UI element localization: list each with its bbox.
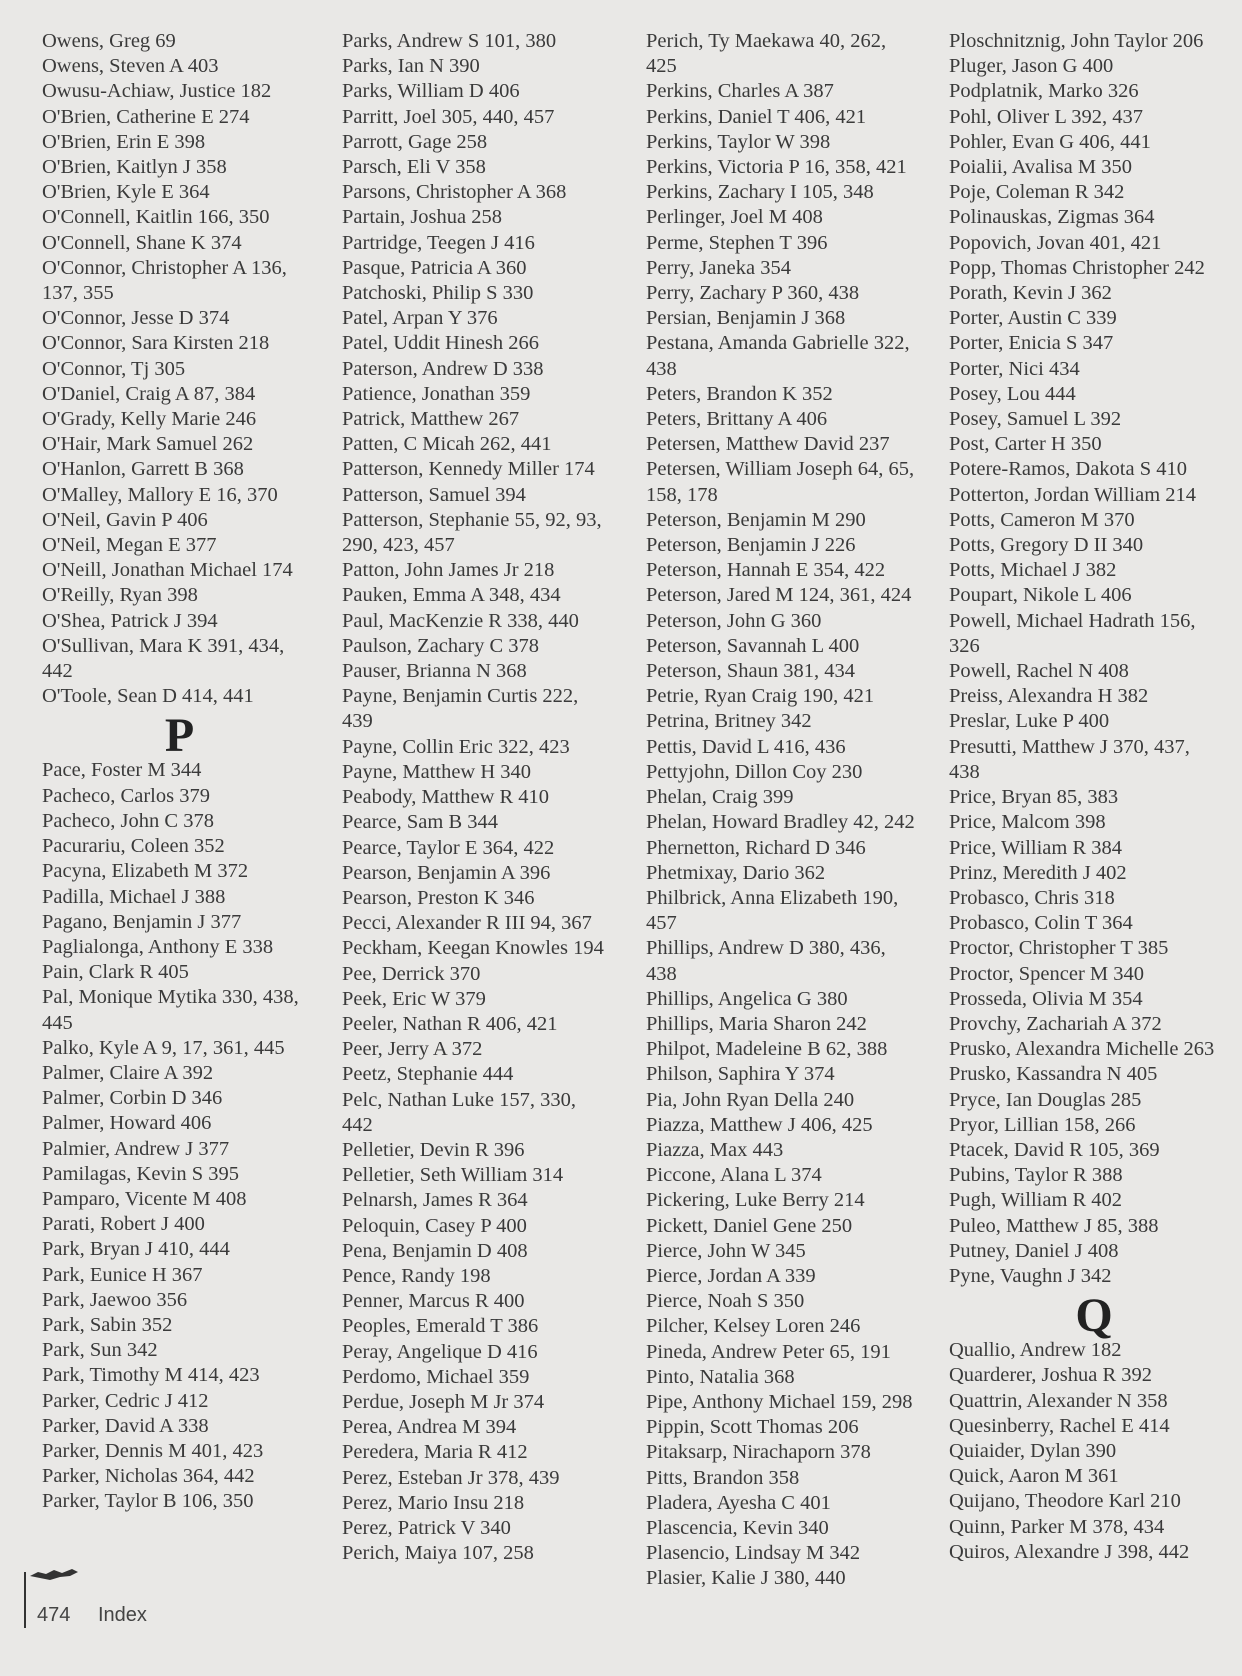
index-entry: Putney, Daniel J 408: [949, 1239, 1119, 1262]
index-entry: Park, Timothy M 414, 423: [42, 1364, 260, 1387]
index-entry: 445: [42, 1011, 73, 1034]
index-entry: Perea, Andrea M 394: [342, 1416, 517, 1439]
index-entry: Pickett, Daniel Gene 250: [646, 1214, 853, 1237]
index-entry: Park, Jaewoo 356: [42, 1288, 188, 1311]
index-entry: Pilcher, Kelsey Loren 246: [646, 1315, 861, 1338]
index-entry: Peckham, Keegan Knowles 194: [342, 937, 604, 960]
index-entry: Parati, Robert J 400: [42, 1213, 205, 1236]
index-entry: Paul, MacKenzie R 338, 440: [342, 609, 579, 632]
index-entry: Prusko, Kassandra N 405: [949, 1063, 1158, 1086]
index-entry: O'Grady, Kelly Marie 246: [42, 408, 257, 431]
index-entry: Pamilagas, Kevin S 395: [42, 1162, 240, 1185]
index-entry: Pasque, Patricia A 360: [342, 256, 527, 279]
index-entry: O'Hanlon, Garrett B 368: [42, 458, 244, 481]
index-entry: Palko, Kyle A 9, 17, 361, 445: [42, 1036, 285, 1059]
index-entry: Philson, Saphira Y 374: [646, 1063, 835, 1086]
index-entry: Presutti, Matthew J 370, 437,: [949, 735, 1190, 758]
index-entry: Paterson, Andrew D 338: [342, 357, 544, 380]
index-entry: O'Toole, Sean D 414, 441: [42, 685, 254, 708]
index-entry: Perme, Stephen T 396: [646, 231, 828, 254]
index-entry: Palmer, Corbin D 346: [42, 1087, 223, 1110]
index-entry: Perdomo, Michael 359: [342, 1365, 530, 1388]
index-entry: Price, Malcom 398: [949, 811, 1106, 834]
index-entry: Payne, Benjamin Curtis 222,: [342, 685, 579, 708]
index-entry: Parker, Cedric J 412: [42, 1389, 209, 1412]
index-entry: Poje, Coleman R 342: [949, 181, 1125, 204]
index-entry: Pacheco, Carlos 379: [42, 784, 210, 807]
index-entry: Paulson, Zachary C 378: [342, 634, 539, 657]
arrow-logo-icon: [28, 1566, 80, 1586]
index-entry: Perkins, Taylor W 398: [646, 130, 831, 153]
index-entry: 158, 178: [646, 483, 718, 506]
index-entry: Pearce, Sam B 344: [342, 811, 498, 834]
index-entry: Pierce, Noah S 350: [646, 1290, 805, 1313]
index-entry: Philpot, Madeleine B 62, 388: [646, 1038, 888, 1061]
index-entry: O'Brien, Erin E 398: [42, 130, 206, 153]
index-entry: Pryor, Lillian 158, 266: [949, 1113, 1136, 1136]
index-entry: Palmier, Andrew J 377: [42, 1137, 230, 1160]
index-entry: Proctor, Spencer M 340: [949, 962, 1145, 985]
index-entry: Pluger, Jason G 400: [949, 55, 1114, 78]
index-entry: Pryce, Ian Douglas 285: [949, 1088, 1142, 1111]
index-entry: Perkins, Daniel T 406, 421: [646, 105, 867, 128]
index-entry: O'Malley, Mallory E 16, 370: [42, 483, 278, 506]
index-entry: Payne, Matthew H 340: [342, 760, 532, 783]
index-entry: O'Connor, Jesse D 374: [42, 307, 230, 330]
index-entry: Pacyna, Elizabeth M 372: [42, 860, 249, 883]
index-entry: Park, Sabin 352: [42, 1313, 173, 1336]
section-letter: Q: [1075, 1289, 1113, 1343]
index-entry: O'Neil, Megan E 377: [42, 534, 217, 557]
index-entry: Pena, Benjamin D 408: [342, 1239, 528, 1262]
index-entry: Pecci, Alexander R III 94, 367: [342, 912, 592, 935]
index-entry: Ploschnitznig, John Taylor 206: [949, 30, 1204, 52]
index-entry: Peterson, Hannah E 354, 422: [646, 559, 886, 582]
index-entry: Polinauskas, Zigmas 364: [949, 206, 1155, 229]
index-entry: Philbrick, Anna Elizabeth 190,: [646, 886, 899, 909]
index-entry: 137, 355: [42, 282, 114, 305]
index-entry: Peer, Jerry A 372: [342, 1038, 483, 1061]
index-entry: Perez, Mario Insu 218: [342, 1491, 525, 1514]
index-entry: Phelan, Howard Bradley 42, 242: [646, 811, 915, 834]
index-entry: Peterson, Benjamin M 290: [646, 508, 866, 531]
index-entry: Pohler, Evan G 406, 441: [949, 130, 1151, 153]
index-entry: Phernetton, Richard D 346: [646, 836, 866, 859]
index-entry: Owusu-Achiaw, Justice 182: [42, 80, 272, 103]
index-entry: Powell, Michael Hadrath 156,: [949, 609, 1196, 632]
index-entry: Pence, Randy 198: [342, 1264, 491, 1287]
index-entry: Pineda, Andrew Peter 65, 191: [646, 1340, 891, 1363]
index-entry: Parker, Dennis M 401, 423: [42, 1439, 264, 1462]
index-entry: Piazza, Max 443: [646, 1138, 784, 1161]
section-letter: P: [164, 709, 195, 763]
index-entry: Prusko, Alexandra Michelle 263: [949, 1038, 1215, 1061]
index-entry: Pierce, Jordan A 339: [646, 1264, 816, 1287]
index-column-1: [42, 29, 317, 1515]
index-entry: Perkins, Charles A 387: [646, 80, 834, 103]
index-entry: Parks, Andrew S 101, 380: [342, 30, 557, 52]
index-entry: Preslar, Luke P 400: [949, 710, 1110, 733]
index-entry: O'Connell, Kaitlin 166, 350: [42, 206, 270, 229]
section-label: Index: [98, 1604, 147, 1626]
index-entry: Porter, Nici 434: [949, 357, 1080, 380]
index-entry: Peterson, Shaun 381, 434: [646, 660, 855, 683]
index-entry: Perich, Ty Maekawa 40, 262,: [646, 30, 887, 52]
index-entry: Patterson, Kennedy Miller 174: [342, 458, 595, 481]
index-entry: Petersen, William Joseph 64, 65,: [646, 458, 915, 481]
index-entry: Peray, Angelique D 416: [342, 1340, 538, 1363]
index-entry: Peabody, Matthew R 410: [342, 786, 550, 809]
index-entry: Price, Bryan 85, 383: [949, 786, 1119, 809]
index-entry: Parrott, Gage 258: [342, 130, 488, 153]
index-entry: Padilla, Michael J 388: [42, 885, 226, 908]
index-entry: Perich, Maiya 107, 258: [342, 1542, 534, 1565]
index-entry: Persian, Benjamin J 368: [646, 307, 846, 330]
index-entry: Ptacek, David R 105, 369: [949, 1138, 1160, 1161]
index-entry: Piazza, Matthew J 406, 425: [646, 1113, 873, 1136]
index-entry: Pinto, Natalia 368: [646, 1365, 795, 1388]
index-entry: Potterton, Jordan William 214: [949, 483, 1197, 506]
index-entry: 439: [342, 710, 373, 733]
index-entry: Peeler, Nathan R 406, 421: [342, 1012, 558, 1035]
index-entry: Perez, Esteban Jr 378, 439: [342, 1466, 560, 1489]
index-entry: Popovich, Jovan 401, 421: [949, 231, 1162, 254]
footer-rule: [24, 1572, 26, 1628]
index-entry: Parker, Taylor B 106, 350: [42, 1490, 254, 1513]
index-entry: O'Shea, Patrick J 394: [42, 609, 218, 632]
index-entry: Peek, Eric W 379: [342, 987, 486, 1010]
index-entry: 425: [646, 55, 677, 78]
index-entry: Potts, Cameron M 370: [949, 508, 1135, 531]
index-column-3: [646, 29, 936, 1592]
index-entry: Puleo, Matthew J 85, 388: [949, 1214, 1159, 1237]
index-column-4: [949, 29, 1239, 1565]
index-entry: Parker, Nicholas 364, 442: [42, 1465, 255, 1488]
index-entry: Proctor, Christopher T 385: [949, 937, 1169, 960]
index-entry: Quesinberry, Rachel E 414: [949, 1414, 1170, 1437]
index-entry: Preiss, Alexandra H 382: [949, 685, 1149, 708]
index-entry: Quallio, Andrew 182: [949, 1339, 1122, 1362]
index-entry: Peetz, Stephanie 444: [342, 1063, 514, 1086]
index-entry: Pubins, Taylor R 388: [949, 1164, 1123, 1187]
index-entry: Peterson, Savannah L 400: [646, 634, 860, 657]
index-entry: Park, Eunice H 367: [42, 1263, 203, 1286]
index-entry: Pagano, Benjamin J 377: [42, 910, 242, 933]
index-entry: O'Daniel, Craig A 87, 384: [42, 382, 256, 405]
index-column-2: [342, 29, 632, 1566]
index-entry: Patten, C Micah 262, 441: [342, 433, 552, 456]
index-entry: Probasco, Colin T 364: [949, 912, 1133, 935]
index-entry: O'Neill, Jonathan Michael 174: [42, 559, 293, 582]
page-footer: [24, 1566, 244, 1630]
index-entry: O'Connor, Sara Kirsten 218: [42, 332, 270, 355]
index-entry: Quiros, Alexandre J 398, 442: [949, 1540, 1190, 1563]
index-entry: Pacurariu, Coleen 352: [42, 835, 225, 858]
index-entry: Porter, Enicia S 347: [949, 332, 1114, 355]
index-entry: O'Reilly, Ryan 398: [42, 584, 198, 607]
index-entry: Posey, Samuel L 392: [949, 408, 1122, 431]
index-entry: Palmer, Claire A 392: [42, 1061, 214, 1084]
index-entry: Price, William R 384: [949, 836, 1123, 859]
index-entry: Quarderer, Joshua R 392: [949, 1364, 1152, 1387]
index-entry: Plasencio, Lindsay M 342: [646, 1542, 861, 1565]
index-entry: Pelletier, Seth William 314: [342, 1164, 564, 1187]
index-entry: Pitts, Brandon 358: [646, 1466, 800, 1489]
index-entry: O'Sullivan, Mara K 391, 434,: [42, 634, 285, 657]
index-entry: Powell, Rachel N 408: [949, 660, 1129, 683]
index-entry: Pia, John Ryan Della 240: [646, 1088, 855, 1111]
index-entry: Payne, Collin Eric 322, 423: [342, 735, 570, 758]
index-entry: Pierce, John W 345: [646, 1239, 806, 1262]
index-entry: Pearson, Preston K 346: [342, 886, 535, 909]
index-entry: Plasier, Kalie J 380, 440: [646, 1567, 846, 1590]
index-entry: Pohl, Oliver L 392, 437: [949, 105, 1143, 128]
index-entry: Peters, Brittany A 406: [646, 408, 828, 431]
index-entry: Pamparo, Vicente M 408: [42, 1187, 247, 1210]
index-entry: Pettis, David L 416, 436: [646, 735, 846, 758]
index-entry: Parker, David A 338: [42, 1414, 209, 1437]
index-entry: Podplatnik, Marko 326: [949, 80, 1139, 103]
index-entry: Pyne, Vaughn J 342: [949, 1264, 1112, 1287]
index-entry: Penner, Marcus R 400: [342, 1290, 525, 1313]
index-entry: Potere-Ramos, Dakota S 410: [949, 458, 1187, 481]
index-entry: Owens, Steven A 403: [42, 55, 219, 78]
index-entry: O'Connor, Christopher A 136,: [42, 256, 287, 279]
index-entry: Phetmixay, Dario 362: [646, 861, 826, 884]
index-entry: Park, Sun 342: [42, 1339, 158, 1362]
index-entry: Pippin, Scott Thomas 206: [646, 1416, 859, 1439]
index-entry: Piccone, Alana L 374: [646, 1164, 822, 1187]
index-entry: Pacheco, John C 378: [42, 809, 214, 832]
index-entry: Pelletier, Devin R 396: [342, 1138, 525, 1161]
index-entry: Phillips, Maria Sharon 242: [646, 1012, 867, 1035]
index-entry: Palmer, Howard 406: [42, 1112, 212, 1135]
page-number: 474: [37, 1604, 71, 1626]
index-entry: Petersen, Matthew David 237: [646, 433, 890, 456]
index-entry: 290, 423, 457: [342, 534, 455, 557]
index-entry: Perkins, Victoria P 16, 358, 421: [646, 156, 907, 179]
index-entry: Owens, Greg 69: [42, 30, 176, 52]
index-entry: Peters, Brandon K 352: [646, 382, 833, 405]
index-entry: Pee, Derrick 370: [342, 962, 481, 985]
index-entry: O'Brien, Catherine E 274: [42, 105, 250, 128]
index-entry: Pelc, Nathan Luke 157, 330,: [342, 1088, 576, 1111]
index-entry: Pauser, Brianna N 368: [342, 660, 527, 683]
index-entry: Parsons, Christopher A 368: [342, 181, 567, 204]
index-entry: Popp, Thomas Christopher 242: [949, 256, 1205, 279]
index-entry: Porter, Austin C 339: [949, 307, 1117, 330]
index-entry: Petrie, Ryan Craig 190, 421: [646, 685, 875, 708]
index-entry: Phelan, Craig 399: [646, 786, 794, 809]
index-entry: Pal, Monique Mytika 330, 438,: [42, 986, 299, 1009]
index-entry: 438: [646, 962, 677, 985]
index-entry: Post, Carter H 350: [949, 433, 1102, 456]
index-entry: Perkins, Zachary I 105, 348: [646, 181, 874, 204]
index-entry: O'Neil, Gavin P 406: [42, 508, 208, 531]
index-entry: O'Hair, Mark Samuel 262: [42, 433, 254, 456]
index-entry: Pitaksarp, Nirachaporn 378: [646, 1441, 871, 1464]
index-entry: Peterson, John G 360: [646, 609, 822, 632]
index-entry: O'Connell, Shane K 374: [42, 231, 242, 254]
index-entry: Peterson, Jared M 124, 361, 424: [646, 584, 912, 607]
index-entry: Pickering, Luke Berry 214: [646, 1189, 865, 1212]
index-entry: Peoples, Emerald T 386: [342, 1315, 539, 1338]
index-entry: Parks, Ian N 390: [342, 55, 480, 78]
index-entry: 457: [646, 912, 677, 935]
index-entry: O'Brien, Kyle E 364: [42, 181, 210, 204]
index-entry: Pipe, Anthony Michael 159, 298: [646, 1390, 913, 1413]
index-entry: Partridge, Teegen J 416: [342, 231, 535, 254]
index-entry: 442: [42, 660, 73, 683]
index-entry: O'Brien, Kaitlyn J 358: [42, 156, 227, 179]
index-entry: Perlinger, Joel M 408: [646, 206, 823, 229]
index-entry: Quijano, Theodore Karl 210: [949, 1490, 1181, 1513]
index-entry: Patel, Arpan Y 376: [342, 307, 498, 330]
index-entry: Patterson, Samuel 394: [342, 483, 526, 506]
index-entry: Pauken, Emma A 348, 434: [342, 584, 561, 607]
index-entry: Porath, Kevin J 362: [949, 282, 1112, 305]
index-entry: Perry, Janeka 354: [646, 256, 791, 279]
index-entry: 442: [342, 1113, 373, 1136]
index-entry: Pain, Clark R 405: [42, 961, 189, 984]
index-entry: Patterson, Stephanie 55, 92, 93,: [342, 508, 602, 531]
index-entry: Patel, Uddit Hinesh 266: [342, 332, 540, 355]
index-entry: Potts, Gregory D II 340: [949, 534, 1144, 557]
index-entry: Quinn, Parker M 378, 434: [949, 1515, 1165, 1538]
index-entry: Paglialonga, Anthony E 338: [42, 935, 274, 958]
index-entry: Provchy, Zachariah A 372: [949, 1012, 1162, 1035]
index-entry: Peloquin, Casey P 400: [342, 1214, 527, 1237]
index-entry: Partain, Joshua 258: [342, 206, 502, 229]
index-entry: Pearce, Taylor E 364, 422: [342, 836, 555, 859]
index-entry: Pestana, Amanda Gabrielle 322,: [646, 332, 910, 355]
index-entry: Quattrin, Alexander N 358: [949, 1389, 1168, 1412]
index-entry: Pugh, William R 402: [949, 1189, 1123, 1212]
index-entry: Peterson, Benjamin J 226: [646, 534, 856, 557]
index-entry: Patience, Jonathan 359: [342, 382, 531, 405]
index-entry: Poialii, Avalisa M 350: [949, 156, 1132, 179]
index-entry: Petrina, Britney 342: [646, 710, 812, 733]
index-entry: Quick, Aaron M 361: [949, 1465, 1119, 1488]
index-entry: Probasco, Chris 318: [949, 886, 1115, 909]
index-entry: Pettyjohn, Dillon Coy 230: [646, 760, 863, 783]
index-entry: Phillips, Andrew D 380, 436,: [646, 937, 886, 960]
index-entry: 438: [646, 357, 677, 380]
index-entry: Peredera, Maria R 412: [342, 1441, 528, 1464]
index-entry: Park, Bryan J 410, 444: [42, 1238, 230, 1261]
index-entry: Perez, Patrick V 340: [342, 1516, 511, 1539]
index-entry: Posey, Lou 444: [949, 382, 1076, 405]
index-entry: Patton, John James Jr 218: [342, 559, 555, 582]
index-entry: O'Connor, Tj 305: [42, 357, 186, 380]
index-entry: Quiaider, Dylan 390: [949, 1439, 1117, 1462]
index-entry: Parsch, Eli V 358: [342, 156, 486, 179]
index-entry: Patrick, Matthew 267: [342, 408, 520, 431]
index-entry: Pelnarsh, James R 364: [342, 1189, 528, 1212]
index-entry: Perdue, Joseph M Jr 374: [342, 1390, 545, 1413]
index-entry: Pearson, Benjamin A 396: [342, 861, 551, 884]
index-entry: Potts, Michael J 382: [949, 559, 1117, 582]
index-entry: Pace, Foster M 344: [42, 759, 202, 782]
index-entry: Parks, William D 406: [342, 80, 520, 103]
index-entry: Poupart, Nikole L 406: [949, 584, 1132, 607]
index-entry: Perry, Zachary P 360, 438: [646, 282, 860, 305]
index-entry: Plascencia, Kevin 340: [646, 1516, 829, 1539]
index-entry: Prinz, Meredith J 402: [949, 861, 1127, 884]
index-entry: Pladera, Ayesha C 401: [646, 1491, 831, 1514]
index-entry: Prosseda, Olivia M 354: [949, 987, 1143, 1010]
index-entry: 326: [949, 634, 980, 657]
index-entry: 438: [949, 760, 980, 783]
index-entry: Patchoski, Philip S 330: [342, 282, 534, 305]
index-entry: Phillips, Angelica G 380: [646, 987, 848, 1010]
index-entry: Parritt, Joel 305, 440, 457: [342, 105, 555, 128]
